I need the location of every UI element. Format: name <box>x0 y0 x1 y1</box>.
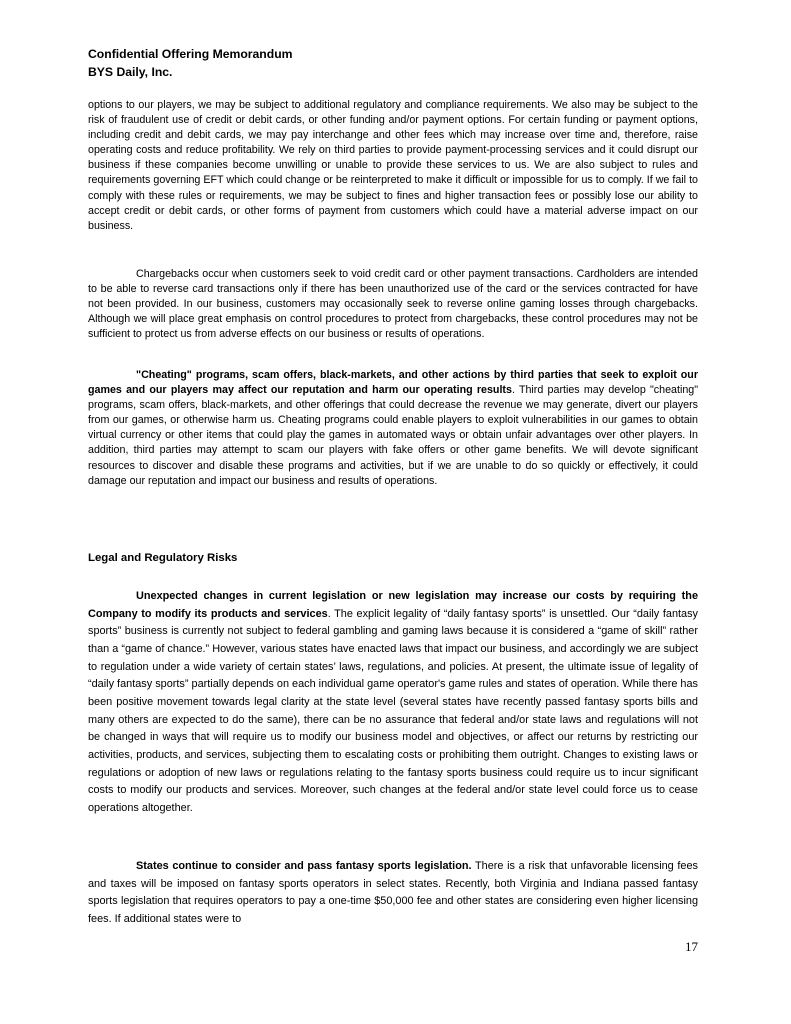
header-company: BYS Daily, Inc. <box>88 65 173 79</box>
page-number: 17 <box>685 939 698 954</box>
paragraph-legislation <box>88 588 698 818</box>
header-title: Confidential Offering Memorandum <box>88 47 293 61</box>
paragraph-state-legislation-body: There is a risk that unfavorable licensing fees and taxes will be imposed on fantasy sports operators in select states. Recently, both Virginia and Indiana passed fantasy sports legislation that requires operators to pay a one-time $50,000 fee and other states are considering even higher licensing fees. If additional states were to <box>88 860 698 925</box>
section-title-legal-regulatory: Legal and Regulatory Risks <box>88 552 238 564</box>
paragraph-legislation-heading: Unexpected changes in current legislation or new legislation may increase our costs by requiring the Company to modify its products and services <box>88 590 698 620</box>
paragraph-cheating <box>88 368 698 489</box>
paragraph-state-legislation-heading: States continue to consider and pass fantasy sports legislation. <box>136 860 472 872</box>
paragraph-state-legislation <box>88 858 698 929</box>
paragraph-chargebacks: Chargebacks occur when customers seek to void credit card or other payment transactions. Cardholders are intended to be able to reverse card transactions only if there has been unauthorized use of the card or the services contracted for have not been provided. In our business, customers may occasionally seek to reverse online gaming losses through chargebacks. Although we will place great emphasis on control procedures to protect from chargebacks, these control procedures may not be sufficient to protect us from adverse effects on our business or results of operations. <box>88 268 698 341</box>
paragraph-cheating-body: . Third parties may develop "cheating" programs, scam offers, black-markets, and other offerings that could decrease the revenue we may generate, divert our players from our games, or otherwise harm us. Cheating programs could enable players to exploit vulnerabilities in our games to obtain virtual currency or other items that could play the games in automated ways or obtain unfair advantages over other players. In addition, third parties may attempt to scam our players with fake offers or other game benefits. We will devote significant resources to discover and disable these programs and activities, but if we are unable to do so quickly or effectively, it could damage our reputation and impact our business and results of operations. <box>88 384 698 487</box>
paragraph-payment-risks: options to our players, we may be subject to additional regulatory and compliance requirements. We also may be subject to the risk of fraudulent use of credit or debit cards, or other funding and/or payment options. For certain funding or payment options, including credit and debit cards, we may pay interchange and other fees which may increase over time and, therefore, raise operating costs and reduce profitability. We rely on third parties to provide payment-processing services and it could disrupt our business if these companies become unwilling or unable to provide these services to us. We are also subject to rules and requirements governing EFT which could change or be reinterpreted to make it difficult or impossible for us to comply. If we fail to comply with these rules or requirements, we may be subject to fines and higher transaction fees or possibly lose our ability to accept credit or debit cards, or other forms of payment from customers which could have a material adverse impact on our business. <box>88 99 698 232</box>
paragraph-cheating-heading: "Cheating" programs, scam offers, black-markets, and other actions by third parties that seek to exploit our games and our players may affect our reputation and harm our operating results <box>88 369 698 397</box>
paragraph-legislation-body: . The explicit legality of “daily fantasy sports” is unsettled. Our “daily fantasy sports” business is currently not subject to federal gambling and gaming laws because it is considered a “game of skill” rather than a “game of chance.” However, various states have enacted laws that impact our business, and accordingly we are subject to regulation under a wide variety of certain states’ laws, regulations, and policies. At present, the ultimate issue of legality of “daily fantasy sports” partially depends on each individual game operator's game rules and states of operation. While there has been positive movement towards legal clarity at the state level (several states have recently passed fantasy sports bills and many others are expected to do the same), there can be no assurance that federal and/or state laws and regulations will not be changed in ways that will require us to modify our business model and objectives, or affect our returns by restricting our activities, products, and services, subjecting them to escalating costs or prohibiting them outright. Changes to existing laws or regulations or adoption of new laws or regulations relating to the fantasy sports business could require us to incur significant costs to modify our products and services. Moreover, such changes at the federal and/or state level could force us to cease operations altogether. <box>88 607 699 814</box>
